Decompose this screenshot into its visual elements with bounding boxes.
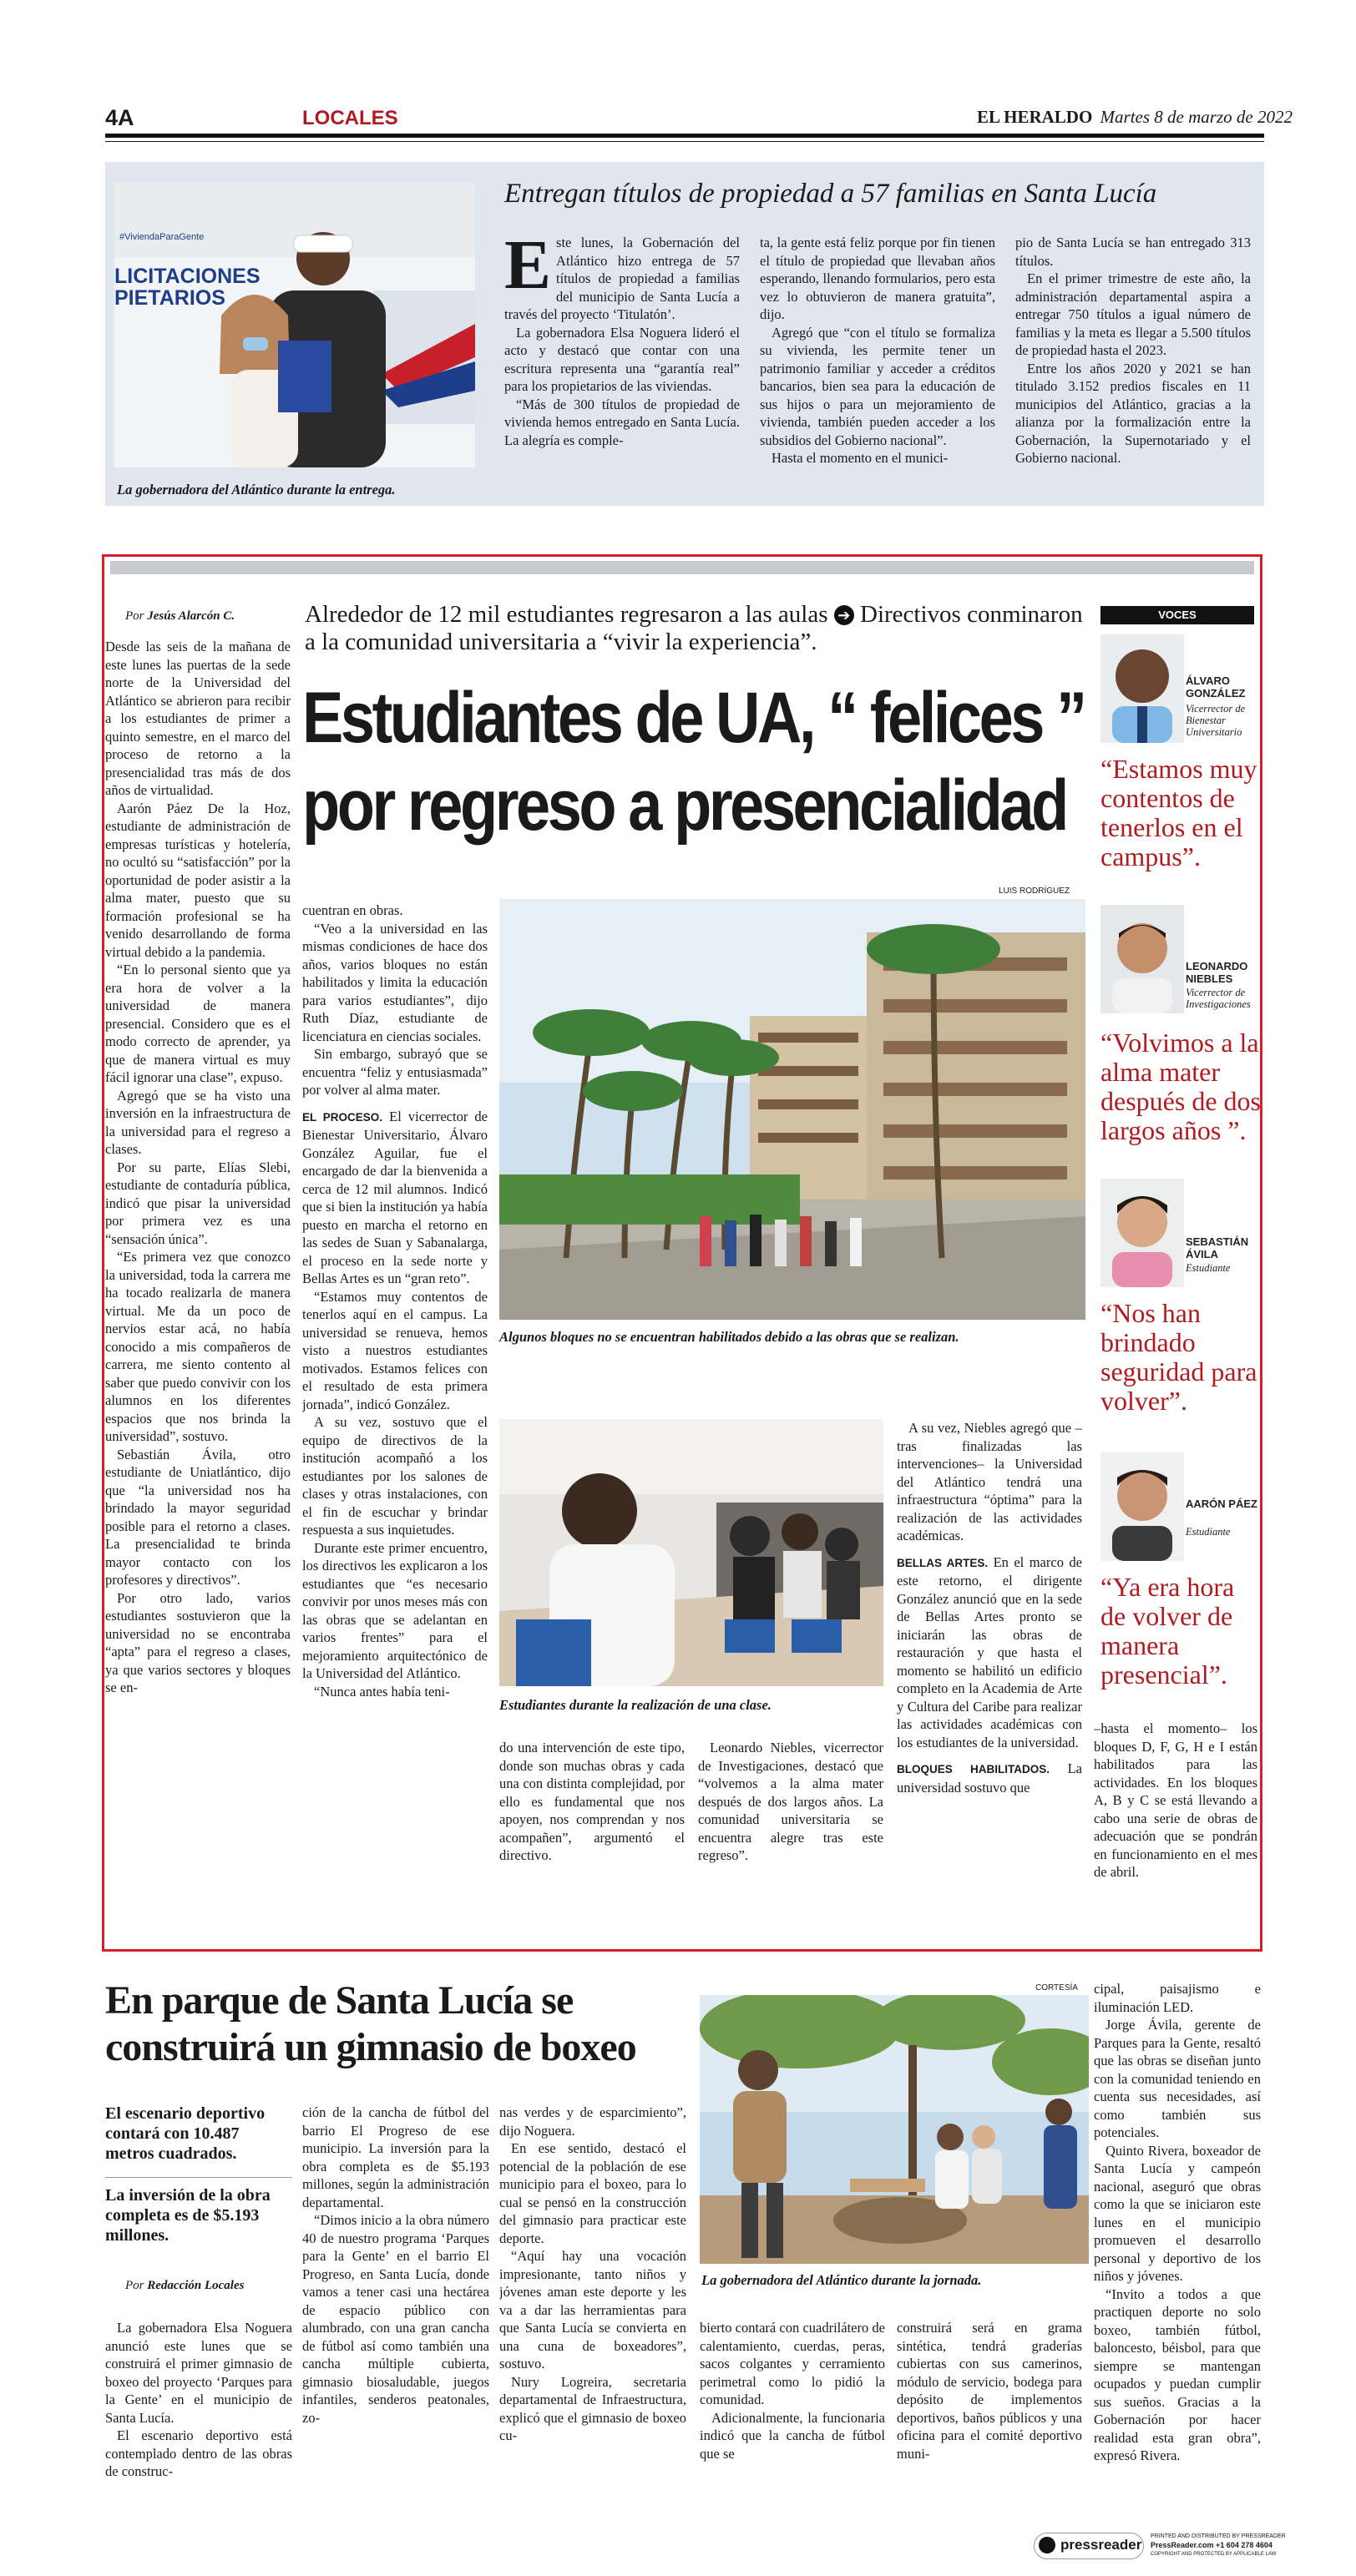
top-story-col2 xyxy=(760,234,995,501)
paragraph: “Veo a la universidad en las mismas condiciones de hace dos años, varios bloques no están habilitados y limita la educación para varios estudiantes”, dijo Ruth Díaz, estudiante de licenciatura en ciencias sociales. xyxy=(302,920,488,1044)
ceremony-photo-illustration xyxy=(114,182,475,467)
bottom-byline xyxy=(125,2279,244,2293)
paragraph: bierto contará con cuadrilátero de calentamiento, cuerdas, peras, sacos colgantes y cerramiento perimetral como lo pidió la comunidad. xyxy=(700,2320,885,2407)
section-lead: BELLAS ARTES. xyxy=(897,1556,989,1569)
photo-sign-small: #ViviendaParaGente xyxy=(119,232,205,242)
voice-role: Estudiante xyxy=(1186,1262,1231,1274)
paragraph: “Más de 300 títulos de propiedad de vivienda hemos entregado en Santa Lucía. La alegría es comple- xyxy=(504,396,740,448)
paragraph: Desde las seis de la mañana de este lunes las puertas de la sede norte de la Universidad del Atlántico se abrieron para recibir a los estudiantes de primer a quinto semestre, en el marco del proceso de retorno a la presencialidad tras más de dos años de virtualidad. xyxy=(105,639,291,798)
voice-quote: “Volvimos a la alma mater después de dos largos años ”. xyxy=(1100,1028,1261,1145)
paragraph: Agregó que “con el título se formaliza su vivienda, les permite tener un patrimonio familiar y acceder a créditos bancarios, bien sea para la educación de sus hijos o para un mejoramiento de vivienda, también pueden acceder a los subsidios del Gobierno nacional”. xyxy=(760,324,995,448)
paragraph: “Aquí hay una vocación impresionante, tanto niños y jóvenes aman este deporte y les va a dar las herramientas para que Santa Lucía se convierta en una cuna de boxeadores”, sostuvo. xyxy=(499,2248,686,2371)
paragraph: Por otro lado, varios estudiantes sostuvieron que la universidad no se encontraba “apta” para el regreso a clases, ya que varios sectores y bloques se en- xyxy=(105,1589,291,1695)
main-col3 xyxy=(499,1739,685,1914)
main-col6 xyxy=(1094,1720,1257,1915)
paragraph: do una intervención de este tipo, donde son muchas obras y cada una con distinta complejidad, por ello es fundamental que nos apoyen, nos comprendan y nos acompañen”, argumentó el directivo. xyxy=(499,1740,685,1863)
main-story-top-bar xyxy=(110,561,1254,574)
paragraph: pio de Santa Lucía se han entregado 313 títulos. xyxy=(1015,235,1251,269)
bottom-col2 xyxy=(302,2104,489,2519)
voice-name: SEBASTIÁN ÁVILA xyxy=(1186,1235,1249,1260)
avatar xyxy=(1100,1452,1184,1561)
paragraph: nas verdes y de esparcimiento”, dijo Noguera. xyxy=(499,2104,686,2139)
paragraph: “Invito a todos a que practiquen deporte no solo boxeo, también fútbol, baloncesto, béisbol, para que siempre se mantengan ocupados y puedan cumplir sus sueños. Gracias a la Gobernación por hacer realidad esta gran obra”, expresó Rivera. xyxy=(1094,2286,1261,2463)
voice-quote: “Nos han brindado seguridad para volver”. xyxy=(1100,1298,1257,1416)
kicker-part1: Alrededor de 12 mil estudiantes regresaron a las aulas xyxy=(305,601,828,628)
paragraph: “Estamos muy contentos de tenerlos aquí en el campus. La universidad se renueva, hemos visto a nuestros estudiantes motivados. Estamos felices con el resultado de esta primera jornada”, indicó González. xyxy=(302,1288,488,1412)
paragraph: ste lunes, la Gobernación del Atlántico hizo entrega de 57 títulos de propiedad a familias del municipio de Santa Lucía a través del proyecto ‘Titulatón’. xyxy=(504,235,740,322)
top-story-col1 xyxy=(504,234,740,501)
issue-date: Martes 8 de marzo de 2022 xyxy=(1100,107,1293,127)
bottom-headline-line2: construirá un gimnasio de boxeo xyxy=(105,2025,636,2069)
section-name: LOCALES xyxy=(302,107,398,129)
campus-photo-illustration xyxy=(499,899,1085,1320)
paragraph: El escenario deportivo está contemplado dentro de las obras de construc- xyxy=(105,2427,292,2479)
paragraph: En ese sentido, destacó el potencial de la población de ese municipio para el boxeo, para lo cual se pensó en la construcción del gimnasio para practicar este deporte. xyxy=(499,2140,686,2246)
bottom-col6 xyxy=(1094,1980,1261,2519)
voice-quote: “Estamos muy contentos de tenerlos en el campus”. xyxy=(1100,754,1257,871)
paragraph: “Dimos inicio a la obra número 40 de nuestro programa ‘Parques para la Gente’ en el barrio El Progreso, en Santa Lucía, donde vamos a tener casi una hectárea de espacio público con alumbrado, con una gran cancha de fútbol así como también una cancha múltiple cubierta, gimnasio biosaludable, juegos infantiles, senderos peatonales, zo- xyxy=(302,2212,489,2426)
paragraph: En el primer trimestre de este año, la administración departamental aspira a entregar 750 títulos a igual número de familias y la meta es llegar a 5.500 títulos de propiedad hasta el 2023. xyxy=(1015,270,1251,358)
paragraph: “Nunca antes había teni- xyxy=(314,1683,450,1700)
paragraph: La gobernadora Elsa Noguera lideró el acto y destacó que contar con una escritura representa una “garantía real” para los propietarios de las viviendas. xyxy=(504,324,740,394)
paragraph: Nury Logreira, secretaria departamental de Infraestructura, explicó que el gimnasio de boxeo cu- xyxy=(499,2373,686,2443)
footer-line3: COPYRIGHT AND PROTECTED BY APPLICABLE LAW xyxy=(1151,2552,1277,2557)
park-photo-illustration xyxy=(700,1995,1089,2264)
paragraph: ción de la cancha de fútbol del barrio El Progreso de ese municipio. La inversión para la obra completa es de $5.193 millones, según la administración departamental. xyxy=(302,2104,489,2210)
paragraph: La gobernadora Elsa Noguera anunció este lunes que se construirá el primer gimnasio de boxeo del proyecto ‘Parques para la Gente’ en el municipio de Santa Lucía. xyxy=(105,2320,292,2426)
top-story-col3 xyxy=(1015,234,1251,501)
main-photo-credit: LUIS RODRÍGUEZ xyxy=(999,886,1070,896)
bottom-col4 xyxy=(700,2319,885,2519)
paragraph: Jorge Ávila, gerente de Parques para la Gente, resaltó que las obras se diseñan junto con la comunidad teniendo en cuenta sus necesidades, así como también sus potenciales. xyxy=(1094,2017,1261,2140)
paragraph: “En lo personal siento que ya era hora de volver a la universidad de manera presencial. Considero que es el modo correcto de aprender, ya que de manera virtual es muy fácil ignorar una clase”, expuso. xyxy=(105,962,291,1085)
drop-cap: E xyxy=(504,234,552,304)
paragraph xyxy=(897,1553,1082,1752)
main-photo1-caption: Algunos bloques no se encuentran habilitados debido a las obras que se realizan. xyxy=(499,1329,959,1345)
byline-name: Jesús Alarcón C. xyxy=(147,609,235,623)
paragraph: Por su parte, Elías Slebi, estudiante de contaduría pública, indicó que pisar la universidad por primera vez es una “sensación única”. xyxy=(105,1159,291,1247)
page-number: 4A xyxy=(105,105,134,130)
bottom-col3 xyxy=(499,2104,686,2519)
avatar xyxy=(1100,1179,1184,1287)
main-photo-campus xyxy=(499,899,1085,1320)
pressreader-icon xyxy=(1039,2537,1055,2553)
main-col4 xyxy=(698,1739,883,1914)
bottom-photo-credit: CORTESÍA xyxy=(1035,1983,1078,1993)
paragraph: cuentran en obras. xyxy=(302,902,403,918)
bottom-col1 xyxy=(105,2319,292,2519)
paragraph xyxy=(302,1108,488,1288)
byline-prefix: Por xyxy=(125,609,144,623)
bottom-photo-caption: La gobernadora del Atlántico durante la jornada. xyxy=(701,2272,982,2288)
page-header-right xyxy=(977,107,1293,128)
main-col1 xyxy=(105,638,291,1915)
voice-role: Estudiante xyxy=(1186,1526,1231,1538)
paragraph: A su vez, sostuvo que el equipo de directivos de la institución acompañó a los estudiantes por los salones de clases y otras instalaciones, con el fin de escuchar y brindar respuesta a sus inquietudes. xyxy=(302,1414,488,1538)
voice-role: Vicerrector de Investigaciones xyxy=(1186,987,1251,1010)
voice-name: AARÓN PÁEZ xyxy=(1186,1498,1257,1510)
photo-sign-text: LICITACIONES PIETARIOS xyxy=(114,265,261,310)
paragraph: Durante este primer encuentro, los directivos les explicaron a los estudiantes que “es necesario convivir por unos meses más con las obras que se adelantan en varios frentes” para el mejoramiento arquitectónico de la Universidad del Atlántico. xyxy=(302,1539,488,1681)
paragraph xyxy=(897,1760,1082,1796)
voice-name: ÁLVARO GONZÁLEZ xyxy=(1186,674,1246,700)
voice-name: LEONARDO NIEBLES xyxy=(1186,960,1248,985)
main-photo-classroom xyxy=(499,1419,883,1686)
bottom-highlight1: El escenario deportivo contará con 10.487 metros cuadrados. xyxy=(105,2104,266,2163)
kicker-part2: Directivos conminaron a la comunidad universitaria a “vivir la experiencia”. xyxy=(305,601,1083,655)
avatar xyxy=(1100,905,1184,1013)
arrow-right-icon: ➔ xyxy=(834,605,854,625)
paragraph: cipal, paisajismo e iluminación LED. xyxy=(1094,1981,1261,2015)
main-photo2-caption: Estudiantes durante la realización de una clase. xyxy=(499,1697,772,1713)
main-col2 xyxy=(302,902,488,1915)
footer-line1: PRINTED AND DISTRIBUTED BY PRESSREADER xyxy=(1151,2533,1286,2539)
main-byline xyxy=(125,609,235,624)
paragraph: Sebastián Ávila, otro estudiante de Uniatlántico, dijo que “la universidad nos ha brindado la mayor seguridad posible para el retorno a clases. La presencialidad te brinda mayor contacto con los profesores y directivos”. xyxy=(105,1446,291,1588)
paragraph: Adicionalmente, la funcionaria indicó que la cancha de fútbol que se xyxy=(700,2409,885,2462)
paragraph: Quinto Rivera, boxeador de Santa Lucía y campeón nacional, aseguró que obras como la que se iniciaron este lunes en el municipio promueven el desarrollo personal y deportivo de los niños y jóvenes. xyxy=(1094,2142,1261,2284)
voices-title: VOCES xyxy=(1158,609,1197,621)
pressreader-brand: pressreader xyxy=(1060,2537,1142,2553)
paragraph: construirá será en grama sintética, tendrá graderías cubiertas con sus camerinos, módulo de servicio, bodega para depósito de implementos deportivos, baños públicos y una oficina para el comité deportivo muni- xyxy=(897,2320,1082,2462)
paragraph: Aarón Páez De la Hoz, estudiante de administración de empresas turísticas y hotelería, no ocultó su “satisfacción” por la oportunidad de poder asistir a la alma mater, puesto que su formación profesional se ha venido desarrollando de forma virtual debido a la pandemia. xyxy=(105,800,291,960)
classroom-photo-illustration xyxy=(499,1419,883,1686)
byline-prefix: Por xyxy=(125,2279,144,2292)
bottom-col5 xyxy=(897,2319,1082,2519)
paragraph: Agregó que se ha visto una inversión en la infraestructura de la universidad para el regreso a clases. xyxy=(105,1087,291,1157)
paragraph: Hasta el momento en el munici- xyxy=(772,450,949,466)
bottom-photo xyxy=(700,1995,1089,2264)
bottom-highlight2: La inversión de la obra completa es de $5.193 millones. xyxy=(105,2186,271,2245)
main-kicker xyxy=(305,601,1090,656)
avatar xyxy=(1100,634,1184,743)
paragraph: Entre los años 2020 y 2021 se han titulado 3.152 predios fiscales en 11 municipios del Atlántico, gracias a la alianza por la formalización entre la Gobernación, la Supernotariado y el Gobierno nacional. xyxy=(1015,360,1251,466)
paragraph-text: La universidad sostuvo que xyxy=(897,1760,1082,1796)
paragraph: Sin embargo, subrayó que se encuentra “feliz y entusiasmada” por volver al alma mater. xyxy=(302,1046,488,1098)
voice-role: Vicerrector de Bienestar Universitario xyxy=(1186,703,1246,738)
main-col5 xyxy=(897,1419,1082,1915)
paragraph: Leonardo Niebles, vicerrector de Investigaciones, destacó que “volvemos a la alma mater después de dos largos años. La comunidad universitaria se encuentra alegre tras este regreso”. xyxy=(698,1740,883,1863)
newspaper-name: EL HERALDO xyxy=(977,107,1093,127)
paragraph-text: El vicerrector de Bienestar Universitario, Álvaro González Aguilar, fue el encargado de dar la bienvenida a cerca de 12 mil alumnos. Indicó que si bien la institución ya había puesto en marcha el retorno en las sedes de Suan y Sabanalarga, el proceso en la sede norte y Bellas Artes es un “gran reto”. xyxy=(302,1108,488,1286)
main-headline-line1: Estudiantes de UA, “ felices ” xyxy=(302,678,1085,758)
paragraph: –hasta el momento– los bloques D, F, G, H e I están habilitados para las actividades. En los bloques A, B y C se está llevando a cabo una serie de obras de adecuación que se pondrán en funcionamiento en el mes de abril. xyxy=(1094,1720,1257,1880)
main-headline-line2: por regreso a presencialidad xyxy=(302,765,1066,846)
bottom-headline-line1: En parque de Santa Lucía se xyxy=(105,1978,574,2023)
paragraph: ta, la gente está feliz porque por fin tienen el título de propiedad que llevaban años esperando, llenando formularios, pero esta vez lo obtuvieron de manera gratuita”, dijo. xyxy=(760,235,995,322)
paragraph-text: En el marco de este retorno, el dirigente González anunció que en la sede de Bellas Artes pronto se iniciarán las obras de restauración y que hasta el momento se habilitó un edificio completo en la Academia de Arte y Cultura del Caribe para realizar las actividades académicas con los estudiantes de la universidad. xyxy=(897,1553,1082,1750)
voice-quote: “Ya era hora de volver de manera presencial”. xyxy=(1100,1572,1235,1690)
header-rule-thick xyxy=(105,134,1264,138)
section-lead: BLOQUES HABILITADOS. xyxy=(897,1763,1050,1775)
top-story-photo xyxy=(114,182,475,467)
paragraph: “Es primera vez que conozco la universidad, toda la carrera me ha tocado realizarla de manera virtual. Me da un poco de nervios estar acá, no había conocido a mis compañeros de carrera, me siento contento al saber que puedo convivir con los alumnos en los diferentes espacios que nos brinda la universidad”, sostuvo. xyxy=(105,1249,291,1444)
top-story-headline: Entregan títulos de propiedad a 57 familias en Santa Lucía xyxy=(504,179,1157,209)
paragraph: A su vez, Niebles agregó que –tras finalizadas las intervenciones– la Universidad del Atlántico tendrá una infraestructura “óptima” para la realización de las actividades académicas. xyxy=(897,1420,1082,1543)
bottom-highlight-divider xyxy=(105,2177,292,2178)
footer-line2: PressReader.com +1 604 278 4604 xyxy=(1151,2541,1273,2549)
top-story-caption: La gobernadora del Atlántico durante la entrega. xyxy=(117,482,396,498)
section-lead: EL PROCESO. xyxy=(302,1110,382,1124)
byline-name: Redacción Locales xyxy=(147,2279,245,2292)
header-rule-thin xyxy=(105,141,1264,142)
